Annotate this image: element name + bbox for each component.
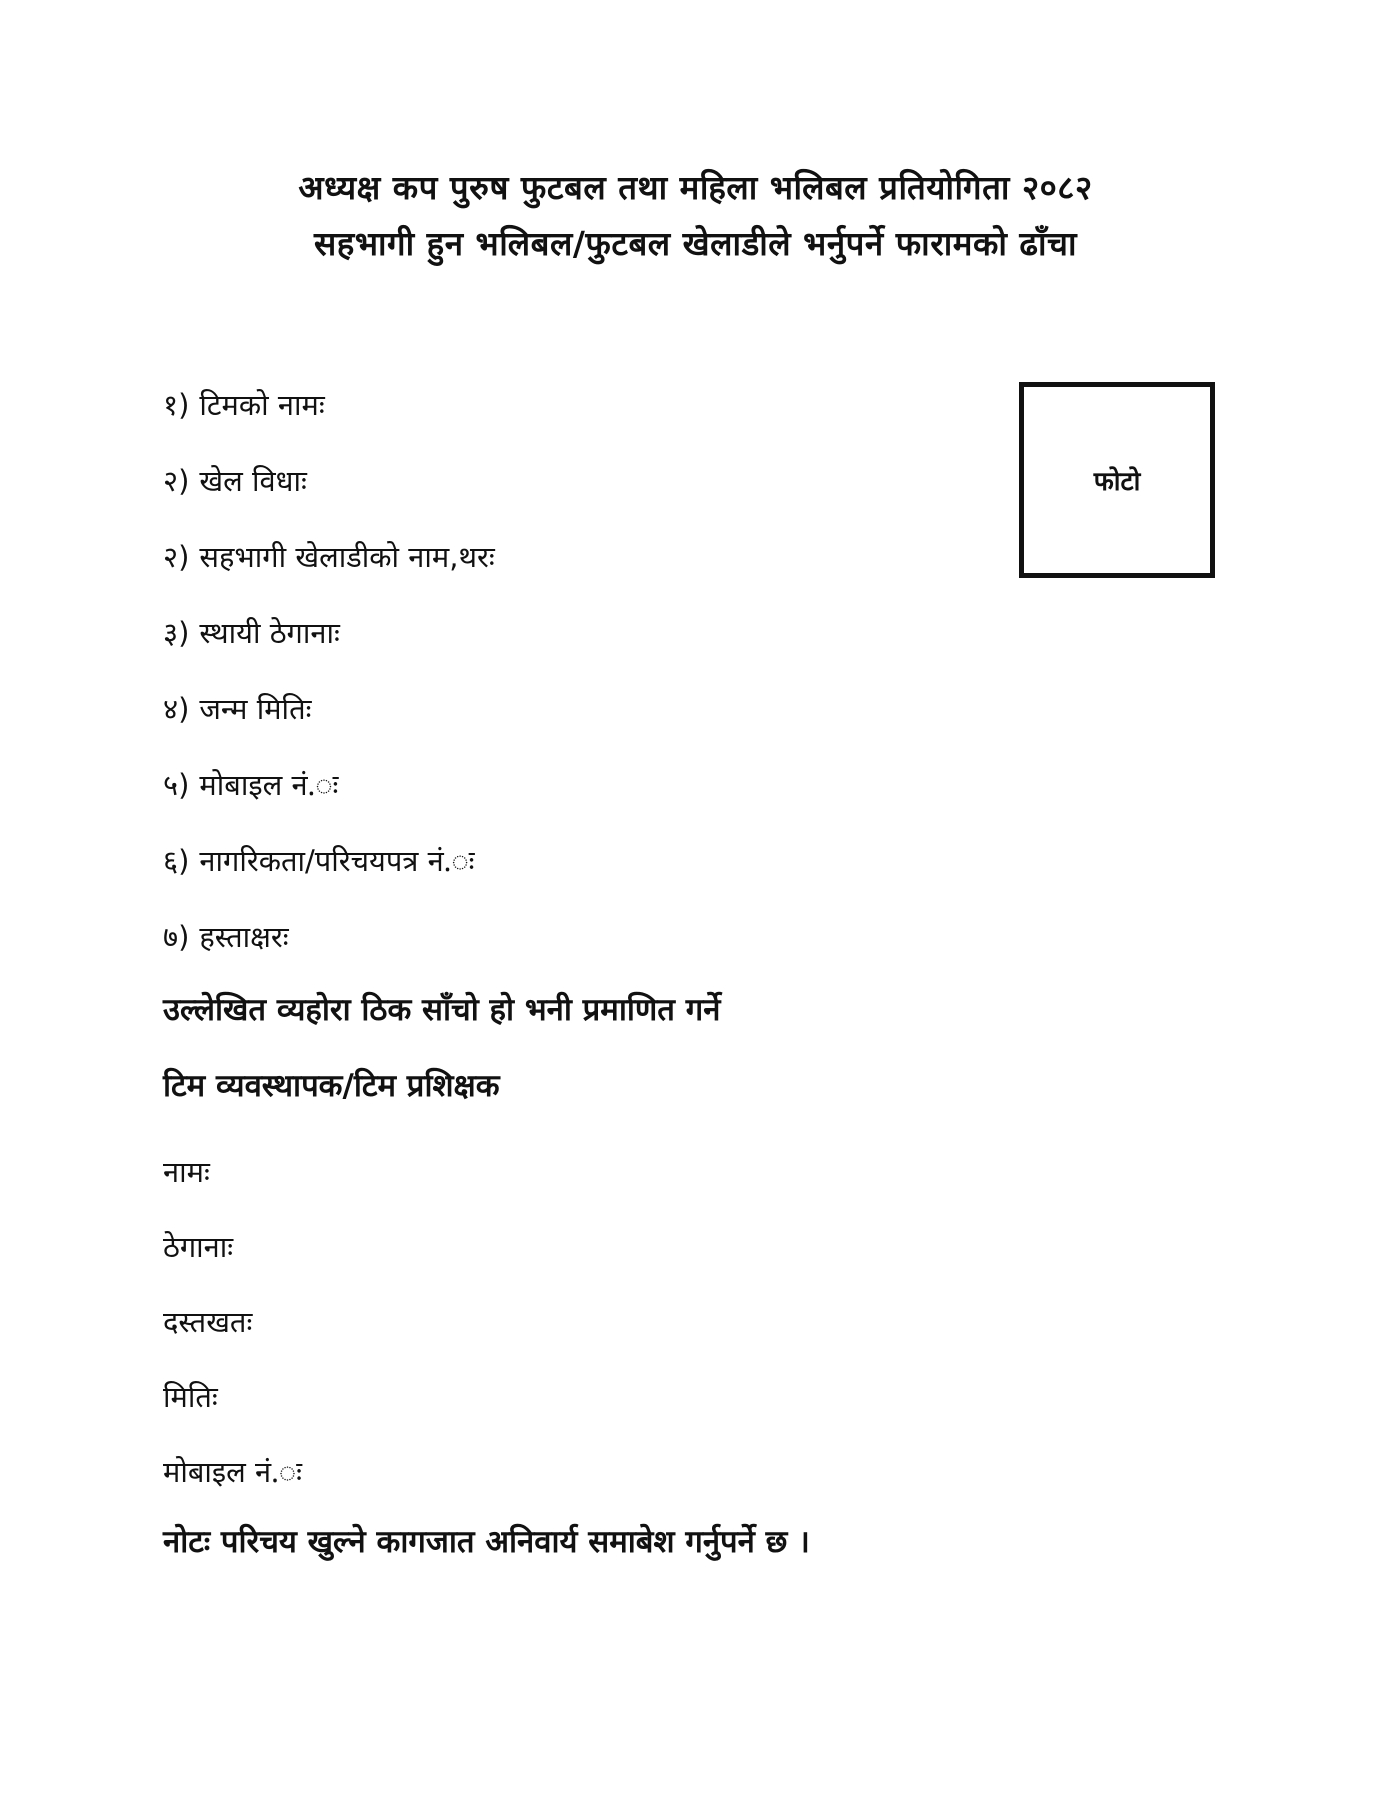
field-permanent-address xyxy=(163,611,983,687)
field-label: नागरिकता/परिचयपत्र नं.ः xyxy=(199,844,475,878)
signatory-date: मितिः xyxy=(163,1380,218,1414)
field-signature xyxy=(163,915,983,991)
form-header xyxy=(0,160,1391,272)
field-number: २) xyxy=(163,464,190,498)
field-label: सहभागी खेलाडीको नाम,थरः xyxy=(199,540,495,574)
field-number: १) xyxy=(163,388,190,422)
signatory-signature: दस्तखतः xyxy=(163,1305,253,1339)
field-date-of-birth xyxy=(163,687,983,763)
field-citizenship-id xyxy=(163,839,983,915)
field-label: टिमको नामः xyxy=(199,388,325,422)
field-sport xyxy=(163,459,983,535)
field-label: खेल विधाः xyxy=(199,464,307,498)
field-number: ४) xyxy=(163,692,190,726)
field-number: ७) xyxy=(163,920,190,954)
field-number: ३) xyxy=(163,616,190,650)
certification-statement: उल्लेखित व्यहोरा ठिक साँचो हो भनी प्रमाणित गर्ने xyxy=(163,992,721,1028)
signatory-address: ठेगानाः xyxy=(163,1230,234,1264)
certification-block xyxy=(163,988,1263,1140)
field-number: २) xyxy=(163,540,190,574)
form-note: नोटः परिचय खुल्ने कागजात अनिवार्य समाबेश गर्नुपर्ने छ । xyxy=(163,1524,810,1560)
field-number: ६) xyxy=(163,844,190,878)
form-title: अध्यक्ष कप पुरुष फुटबल तथा महिला भलिबल प्रतियोगिता २०८२ xyxy=(298,168,1093,207)
certifier-role: टिम व्यवस्थापक/टिम प्रशिक्षक xyxy=(163,1068,500,1104)
field-mobile xyxy=(163,763,983,839)
signatory-mobile: मोबाइल नं.ः xyxy=(163,1455,302,1489)
signatory-fields xyxy=(163,1150,963,1525)
field-label: हस्ताक्षरः xyxy=(199,920,289,954)
photo-box xyxy=(1019,382,1215,578)
field-label: मोबाइल नं.ः xyxy=(199,768,339,802)
field-label: जन्म मितिः xyxy=(199,692,312,726)
photo-label: फोटो xyxy=(1093,467,1141,497)
field-team-name xyxy=(163,383,983,459)
field-label: स्थायी ठेगानाः xyxy=(199,616,340,650)
form-subtitle: सहभागी हुन भलिबल/फुटबल खेलाडीले भर्नुपर्ने फारामको ढाँचा xyxy=(313,224,1077,263)
signatory-name: नामः xyxy=(163,1155,210,1189)
player-fields xyxy=(163,383,983,991)
field-number: ५) xyxy=(163,768,190,802)
field-player-name xyxy=(163,535,983,611)
